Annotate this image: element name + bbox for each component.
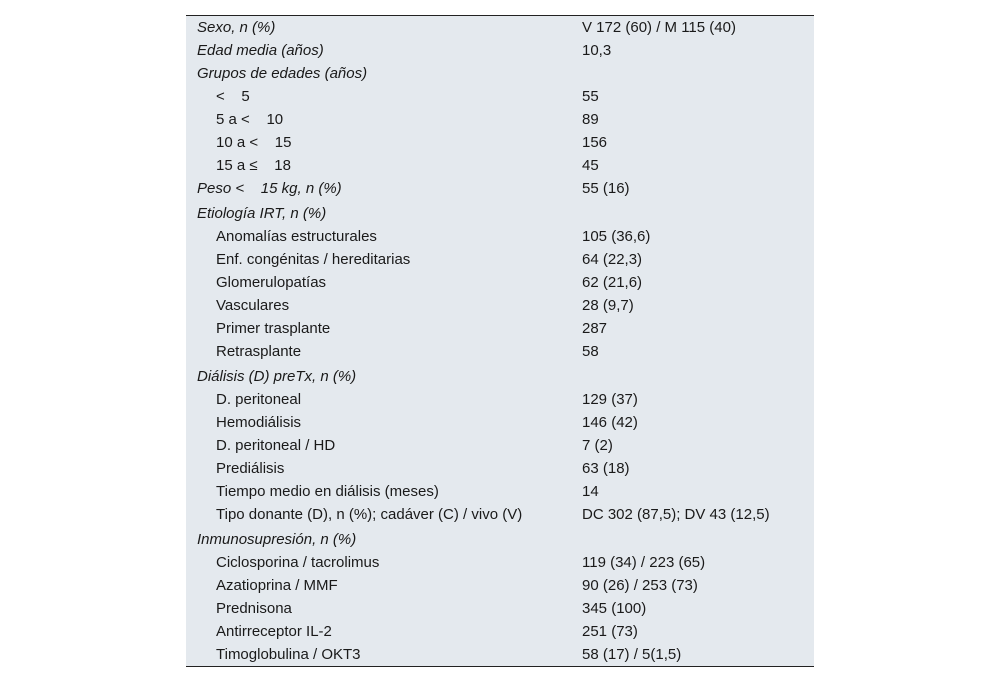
row-label: Ciclosporina / tacrolimus [216,554,380,571]
row-label: Diálisis (D) preTx, n (%) [197,368,357,385]
row-label: Grupos de edades (años) [197,65,368,82]
row-label: D. peritoneal / HD [216,437,336,454]
row-value: 7 (2) [582,437,613,454]
row-label: Tipo donante (D), n (%); cadáver (C) / vivo (V) [216,506,523,523]
row-value: 129 (37) [582,391,638,408]
table-row [186,457,814,480]
row-value: 156 [582,134,608,151]
table-row [186,16,814,39]
row-value: 10,3 [582,42,612,59]
table-row [186,528,814,551]
row-label: Enf. congénitas / hereditarias [216,251,411,268]
table-row [186,551,814,574]
row-label: Prediálisis [216,460,285,477]
row-value: 64 (22,3) [582,251,643,268]
row-label: Glomerulopatías [216,274,327,291]
table-row [186,85,814,108]
table-row [186,248,814,271]
data-table [186,15,814,667]
row-label: Prednisona [216,600,292,617]
row-value: 58 [582,343,599,360]
table-row [186,620,814,643]
row-label: Inmunosupresión, n (%) [197,531,357,548]
row-label: 15 a ≤ 18 [216,157,291,174]
row-value: 62 (21,6) [582,274,643,291]
row-value: DC 302 (87,5); DV 43 (12,5) [582,506,770,523]
row-value: 251 (73) [582,623,638,640]
table-row [186,271,814,294]
table-row [186,294,814,317]
row-value: V 172 (60) / M 115 (40) [582,19,736,36]
row-value: 90 (26) / 253 (73) [582,577,698,594]
row-label: Tiempo medio en diálisis (meses) [216,483,439,500]
table-row [186,202,814,225]
row-label: Vasculares [216,297,290,314]
table-row [186,365,814,388]
row-label: Primer trasplante [216,320,331,337]
row-value: 105 (36,6) [582,228,651,245]
row-label: Etiología IRT, n (%) [197,205,327,222]
table-row [186,411,814,434]
row-label: Timoglobulina / OKT3 [216,646,361,663]
table-row [186,131,814,154]
row-value: 63 (18) [582,460,630,477]
row-value: 14 [582,483,599,500]
row-label: 5 a < 10 [216,111,284,128]
table-row [186,388,814,411]
table-row [186,62,814,85]
row-label: Azatioprina / MMF [216,577,338,594]
row-label: Antirreceptor IL-2 [216,623,332,640]
table-row [186,108,814,131]
table-row [186,574,814,597]
table-row [186,39,814,62]
table-row [186,597,814,620]
row-value: 146 (42) [582,414,638,431]
row-label: 10 a < 15 [216,134,292,151]
row-value: 119 (34) / 223 (65) [582,554,706,571]
row-label: Hemodiálisis [216,414,302,431]
table-row [186,154,814,177]
row-value: 89 [582,111,599,128]
row-value: 345 (100) [582,600,647,617]
row-label: Peso < 15 kg, n (%) [197,180,342,197]
table-row [186,225,814,248]
row-value: 287 [582,320,608,337]
row-label: < 5 [216,88,250,105]
table-row [186,177,814,200]
row-value: 55 [582,88,599,105]
table-row [186,317,814,340]
row-label: Anomalías estructurales [216,228,377,245]
row-value: 55 (16) [582,180,630,197]
table-row [186,643,814,666]
row-label: Retrasplante [216,343,302,360]
row-label: Edad media (años) [197,42,324,59]
row-label: Sexo, n (%) [197,19,276,36]
table-row [186,480,814,503]
row-value: 45 [582,157,599,174]
table-row [186,503,814,526]
row-label: D. peritoneal [216,391,302,408]
table-row [186,434,814,457]
row-value: 58 (17) / 5(1,5) [582,646,682,663]
row-value: 28 (9,7) [582,297,634,314]
table-row [186,340,814,363]
